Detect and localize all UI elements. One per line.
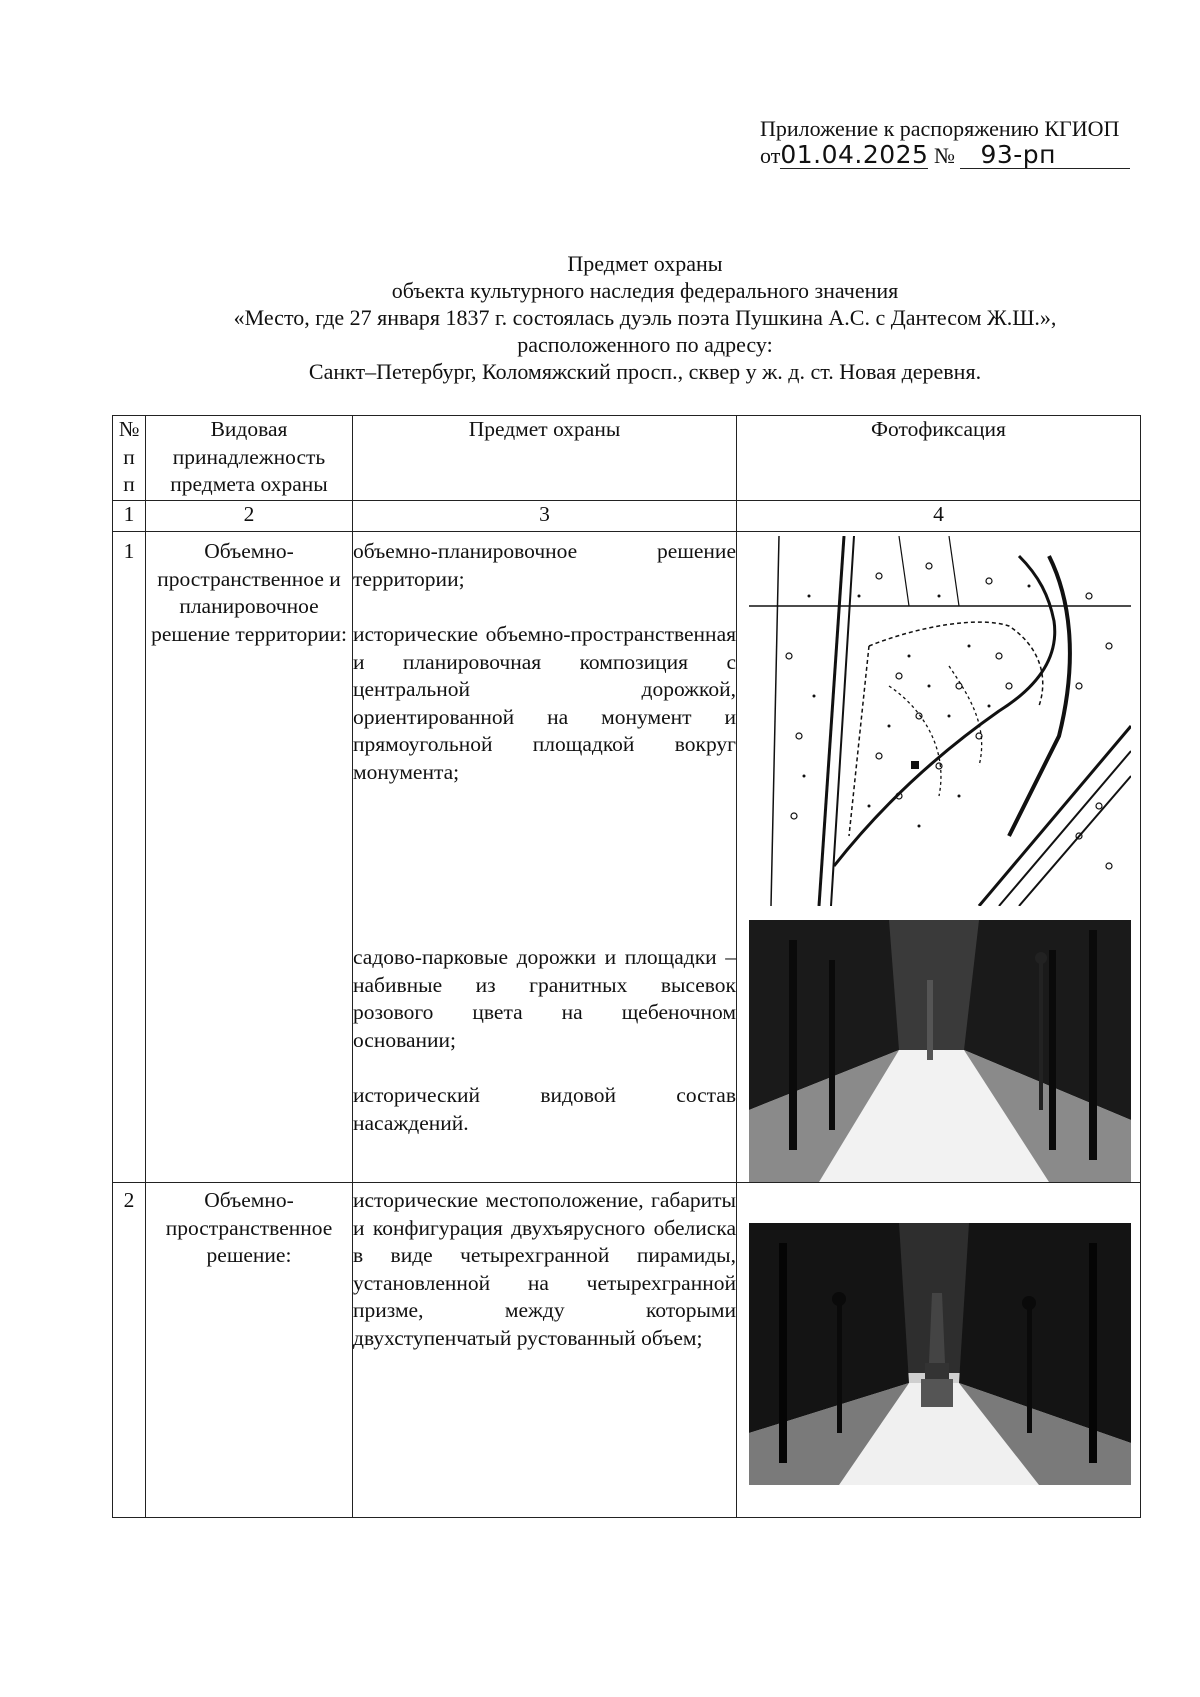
subject-item: исторические местоположение, габариты и конфигурация двухъярусного обелиска в виде четырехгранной пирамиды, установленной на четырехгранной призме, между которыми двухступенчатый рустованный объем; xyxy=(353,1188,736,1350)
heading-line-5: Санкт–Петербург, Коломяжский просп., сквер у ж. д. ст. Новая деревня. xyxy=(308,359,982,384)
row-type: Объемно-пространственное решение: xyxy=(146,1183,353,1518)
table-row xyxy=(113,532,1141,1183)
col-number: 2 xyxy=(146,501,353,532)
handwritten-date: 01.04.2025 xyxy=(780,140,929,169)
table-row xyxy=(113,1183,1141,1518)
header-num-line: № xyxy=(118,417,140,441)
handwritten-number: 93-рп xyxy=(960,142,1130,169)
header-num-line: п xyxy=(123,444,135,469)
header-subject: Предмет охраны xyxy=(353,416,737,501)
subject-item: исторический видовой состав насаждений. xyxy=(353,1083,736,1135)
header-num xyxy=(113,416,146,501)
row-subject xyxy=(353,1183,737,1518)
col-number: 3 xyxy=(353,501,737,532)
heading-line-2: объекта культурного наследия федерального значения xyxy=(391,278,899,303)
subject-item: исторические объемно-пространственная и планировочная композиция с центральной дорожкой, ориентированной на монумент и прямоугольной площадкой вокруг монумента; xyxy=(353,622,736,784)
row-photos xyxy=(737,1183,1141,1518)
column-numbers-row xyxy=(113,501,1141,532)
appendix-date-number xyxy=(760,142,1180,176)
number-prefix: № xyxy=(933,143,955,168)
appendix-block xyxy=(760,116,1180,176)
table-header-row xyxy=(113,416,1141,501)
col-number: 4 xyxy=(737,501,1141,532)
heading-line-3: «Место, где 27 января 1837 г. состоялась дуэль поэта Пушкина А.С. с Дантесом Ж.Ш.», xyxy=(233,305,1057,330)
row-subject xyxy=(353,532,737,1183)
heading-line-1: Предмет охраны xyxy=(567,251,723,276)
document-heading xyxy=(100,250,1190,385)
header-photo: Фотофиксация xyxy=(737,416,1141,501)
obelisk-photo xyxy=(749,1223,1131,1485)
row-number: 1 xyxy=(113,532,146,1183)
appendix-title: Приложение к распоряжению КГИОП xyxy=(760,116,1120,141)
site-plan-image xyxy=(749,536,1131,906)
subject-item: садово-парковые дорожки и площадки – набивные из гранитных высевок розового цвета на щебеночном основании; xyxy=(353,945,736,1052)
subject-item: объемно-планировочное решение территории; xyxy=(353,539,736,591)
row-number: 2 xyxy=(113,1183,146,1518)
heading-line-4: расположенного по адресу: xyxy=(517,332,773,357)
row-photos xyxy=(737,532,1141,1183)
header-num-line: п xyxy=(123,472,135,496)
header-type: Видовая принадлежность предмета охраны xyxy=(146,416,353,501)
row-type: Объемно-пространственное и планировочное решение территории: xyxy=(146,532,353,1183)
park-alley-photo xyxy=(749,920,1131,1182)
protection-table xyxy=(112,415,1141,1518)
col-number: 1 xyxy=(113,501,146,532)
from-prefix: от xyxy=(760,143,781,168)
